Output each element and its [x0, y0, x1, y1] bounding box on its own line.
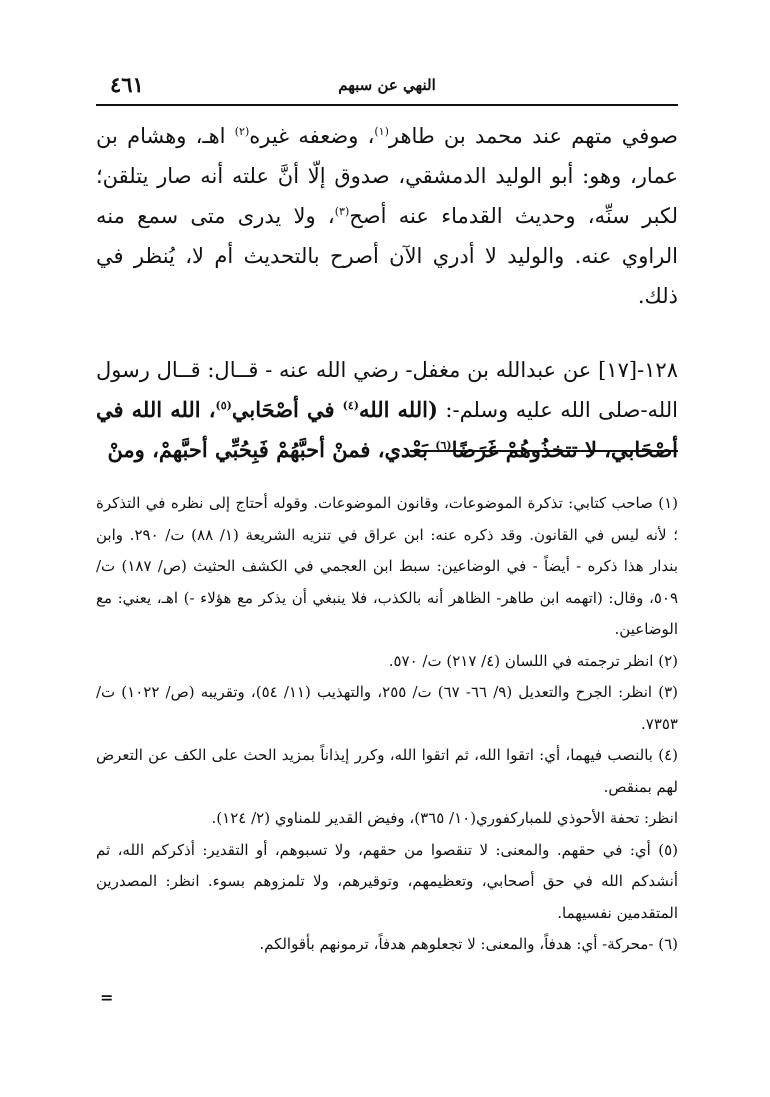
main-paragraph-1: صوفي متهم عند محمد بن طاهر$^{(١)}$، وضعفه غيره$^{(٢)}$ اهـ، وهشام بن عمار، وهو: أبو الوليد الدمشقي، صدوق إلّا أنَّ علته أنه صار يتلقن؛ لكبر سنِّه، وحديث القدماء عنه أصح$^{(٣)}$، ولا يدرى متى سمع منه الراوي عنه. والوليد لا أدري الآن أصرح بالتحديث أم لا، يُنظر في ذلك. — [96, 124, 678, 308]
footnote-5: (٥) أي: في حقهم. والمعنى: لا تنقصوا من حقهم، ولا تسبوهم، أو التقدير: أذكركم الله، ثم أنشدكم الله في حق أصحابي، وتعظيمهم، وتوقيرهم، ولا تلمزوهم بسوء. انظر: المصدرين المتقدمين نفسيهما. — [96, 840, 678, 922]
footnote-ref-4[interactable]: (٤) — [342, 399, 359, 412]
page-number: ٤٦١ — [110, 72, 144, 97]
page-end-mark: = — [100, 988, 114, 1007]
running-title: النهي عن سبهم — [338, 76, 436, 94]
footnote-4: (٤) بالنصب فيهما، أي: اتقوا الله، ثم اتقوا الله، وكرر إيذاناً بمزيد الحث على الكف عن التعرض لهم بمنقص. — [96, 746, 678, 796]
hadith-paragraph: ١٢٨-[١٧] عن عبدالله بن مغفل- رضي الله عنه - قــال: قــال رسول الله-صلى الله عليه وسلم-: (الله الله$^{(٤)}$ في أصْحَابي$^{(٥)}$، الله الله في أصْحَابي، لا تتخذُوهُمْ غَرَضًا$^{(٦)}$ بَعْدي، فمنْ أحبَّهُمْ فَبِحُبِّي أحبَّهمْ، ومنْ — [96, 358, 678, 462]
footnote-4-reference: انظر: تحفة الأحوذي للمباركفوري(١٠/ ٣٦٥)، وفيض القدير للمناوي (٢/ ١٢٤). — [211, 809, 678, 827]
footnote-ref-5[interactable]: (٥) — [215, 399, 232, 412]
footnote-1: (١) صاحب كتابي: تذكرة الموضوعات، وقانون الموضوعات. وقوله أحتاج إلى نظره في التذكرة ؛ لأنه ليس في القانون. وقد ذكره عنه: ابن عراق في تنزيه الشريعة (١/ ٨٨) ت/ ٢٩٠. وابن بندار هذا ذكره - أيضاً - في الوضاعين: سبط ابن العجمي في الكشف الحثيث (ص/ ١٨٧) ت/ ٥٠٩، وقال: (اتهمه ابن طاهر- الظاهر أنه بالكذب، فلا ينبغي أن يذكر مع هؤلاء -) اهـ، يعني: مع الوضاعين. — [96, 494, 678, 638]
paragraph-gap — [96, 316, 678, 350]
footnote-ref-3[interactable]: (٣) — [334, 205, 350, 218]
footnote-ref-6[interactable]: (٦) — [435, 439, 452, 452]
page-header — [96, 72, 678, 102]
main-text — [96, 116, 678, 470]
footnote-3: (٣) انظر: الجرح والتعديل (٩/ ٦٦- ٦٧) ت/ ٢٥٥، والتهذيب (١١/ ٥٤)، وتقريبه (ص/ ١٠٢٢) ت/ ٧٣٥٣. — [96, 683, 678, 733]
footnote-6: (٦) -محركة- أي: هدفاً، والمعنى: لا تجعلوهم هدفاً، ترمونهم بأقوالكم. — [259, 935, 678, 953]
footnotes — [96, 488, 678, 961]
footnote-ref-2[interactable]: (٢) — [234, 125, 250, 138]
footnote-2: (٢) انظر ترجمته في اللسان (٤/ ٢١٧) ت/ ٥٧٠. — [388, 651, 678, 670]
footnote-separator — [410, 450, 678, 452]
footnote-ref-1[interactable]: (١) — [374, 125, 389, 138]
header-rule — [96, 104, 678, 106]
hadith-text: (الله الله$^{(٤)}$ في أصْحَابي$^{(٥)}$، الله الله في أصْحَابي، لا تتخذُوهُمْ غَرَضًا$^{(٦)}$ بَعْدي، فمنْ أحبَّهُمْ فَبِحُبِّي أحبَّهمْ، ومنْ — [96, 397, 678, 462]
